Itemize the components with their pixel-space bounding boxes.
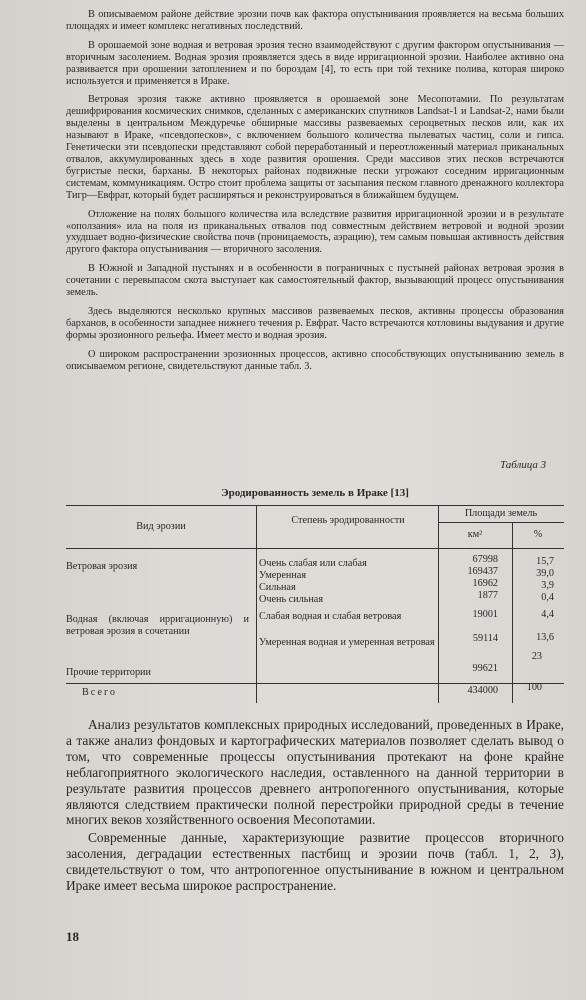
group-wind: Ветровая эрозия [66, 561, 138, 572]
header-degree: Степень эродированности [291, 515, 405, 526]
table-title: Эродированность земель в Ираке [13] [221, 487, 409, 499]
header-area: Площади земель [464, 508, 538, 519]
paragraph: В описываемом районе действие эрозии почв как фактора опустынивания проявляется на весьма больших площадях и имеет комплекс негативных последствий. [66, 9, 564, 32]
km2-cell: 99621 [472, 663, 498, 674]
group-total: Всего [82, 687, 117, 698]
table-total-rule [66, 683, 564, 684]
paragraph: О широком распространении эрозионных процессов, активно способствующих опустыниванию земель в описываемом регионе, свидетельствуют данные табл. 3. [66, 348, 564, 372]
table-number: Таблица 3 [500, 459, 547, 471]
pct-cell: 13,6 [536, 632, 554, 643]
paragraph: В Южной и Западной пустынях и в особенности в пограничных с пустыней районах ветровая эрозия в сочетании с перевыпасом скота выступает как самостоятельный фактор, вызывающий процесс опустынивания земель. [66, 263, 564, 299]
paragraph: Современные данные, характеризующие развитие процессов вторичного засоления, деградации естественных пастбищ и эрозии почв (табл. 1, 2, 3), свидетельствуют о том, что антропогенное опустынивание в южном и центральном Ираке имеет весьма широкое распространение. [66, 830, 564, 894]
erosion-table [66, 505, 564, 703]
degree-cell: Умеренная водная и умеренная ветровая [259, 637, 435, 648]
header-km2: км² [467, 529, 483, 540]
paragraph: Анализ результатов комплексных природных исследований, проведенных в Ираке, а также анализ фондовых и картографических материалов позволяет сделать вывод о том, что современные процессы опустынивания протекают на фоне крайне неблагоприятного экологического наследия, оставленного на данной территории в результате развития процессов древнего антропогенного опустынивания, которые являются следствием практически полной перестройки природной среды в течение многих веков хозяйственного освоения Месопотамии. [66, 717, 564, 828]
pct-cell: 15,7 [536, 556, 554, 567]
table-col-divider [256, 505, 257, 703]
km2-cell: 1877 [477, 590, 498, 601]
degree-cell: Сильная [259, 582, 296, 593]
table-subheader-rule [438, 522, 564, 523]
pct-cell: 0,4 [541, 592, 554, 603]
group-other: Прочие территории [66, 667, 151, 678]
pct-cell: 4,4 [541, 609, 554, 620]
degree-cell: Слабая водная и слабая ветровая [259, 611, 402, 622]
paragraph: Отложение на полях большого количества ила вследствие развития ирригационной эрозии и в результате «оползания» ила на поля из приканальных отвалов под совместным действием ветровой и водной эрозии ухудшает водно-физические свойства почв (проницаемость, аэрацию), тем самым повышая активность действия другого фактора опустынивания — вторичного засоления. [66, 208, 564, 256]
page-number: 18 [66, 929, 79, 944]
degree-cell: Очень слабая или слабая [259, 558, 367, 569]
km2-cell: 67998 [472, 554, 498, 565]
pct-cell: 100 [526, 682, 542, 693]
paragraph: В орошаемой зоне водная и ветровая эрозия тесно взаимодействуют с другим фактором опустынивания — вторичным засолением. Водная эрозия проявляется здесь в виде ирригационной эрозии. Наиболее активно она развивается при орошении затоплением и по бороздам [4], то есть при той технике полива, которая широко используется и применяется в Ираке. [66, 39, 564, 87]
pct-cell: 3,9 [541, 580, 554, 591]
group-water: Водная (включая ирригационную) и ветровая эрозия в сочетании [66, 614, 249, 637]
upper-text-block [66, 9, 564, 379]
km2-cell: 19001 [472, 609, 498, 620]
km2-cell: 169437 [467, 566, 498, 577]
header-pct: % [533, 529, 543, 540]
paragraph: Здесь выделяются несколько крупных массивов развеваемых песков, активны процессы образования барханов, в особенности западнее нижнего течения р. Евфрат. Часто встречаются котловины выдувания и другие формы эрозионного рельефа. Имеет место и водная эрозия. [66, 305, 564, 341]
km2-cell: 434000 [467, 685, 498, 696]
km2-cell: 16962 [472, 578, 498, 589]
degree-cell: Умеренная [259, 570, 307, 581]
pct-cell: 39,0 [536, 568, 554, 579]
pct-cell: 23 [531, 651, 542, 662]
paragraph: Ветровая эрозия также активно проявляется в орошаемой зоне Месопотамии. По результатам дешифрирования космических снимков, сделанных с американских спутников Landsat-1 и Landsat-2, нами были выделены в центральном Междуречье обширные массивы развеваемых сероцветных песков или, как их называют в Ираке, «псевдопесков», с включением большого количества пылеватых частиц, соли и гипса. Генетически эти псевдопески представляют собой переработанный и переотложенный материал приканальных отвалов, аккумулированных здесь в ходе развития орошения. Среди массивов этих песков встречаются бугристые пески, барханы. В некоторых районах подвижные пески угрожают соседним ирригационным системам, коммуникациям. Остро стоит проблема защиты от засыпания песком главного дренажного коллектора Тигр—Евфрат, который будет расширяться и реконструироваться в ближайшем будущем. [66, 94, 564, 201]
table-top-rule [66, 505, 564, 506]
degree-cell: Очень сильная [259, 594, 324, 605]
header-erosion-type: Вид эрозии [136, 521, 186, 532]
lower-text-block [66, 717, 564, 896]
table-header-rule [66, 548, 564, 549]
km2-cell: 59114 [472, 633, 498, 644]
